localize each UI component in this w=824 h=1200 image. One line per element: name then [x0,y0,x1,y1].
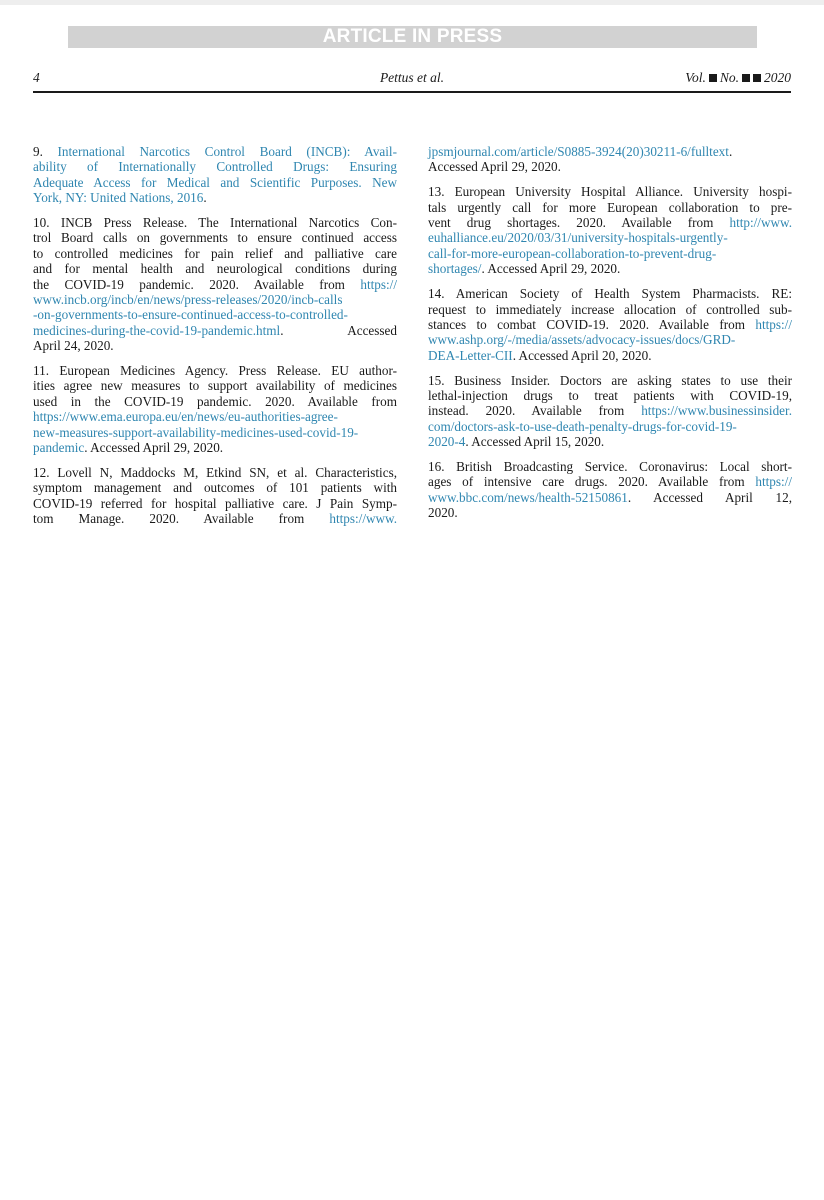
reference-line [428,317,792,332]
reference-line [33,425,397,440]
reference-text: instead. 2020. Available from [428,403,642,419]
reference-text: . Accessed April 12, [627,489,792,505]
page-top-edge [0,0,824,5]
reference-line [428,434,792,449]
reference-link[interactable]: https://www.ema.europa.eu/en/news/eu-authorities-agree- [33,409,338,425]
reference-text: 10. INCB Press Release. The International Narcotics Con- [33,215,397,231]
reference-line [33,323,397,338]
reference-text: the COVID-19 pandemic. 2020. Available from [33,276,361,292]
reference-line [33,338,397,353]
reference-line [33,363,397,378]
reference-line [428,184,792,199]
reference-link[interactable]: com/doctors-ask-to-use-death-penalty-drugs-for-covid-19- [428,418,737,434]
reference-link[interactable]: https:// [360,276,397,292]
reference-line [33,440,397,455]
reference-line [33,496,397,511]
reference-text: . Accessed [280,322,397,338]
reference-line [428,490,792,505]
reference-link[interactable]: https:// [755,474,792,490]
reference-line [428,388,792,403]
reference-line [428,286,792,301]
reference-line [428,215,792,230]
reference-line [428,230,792,245]
reference-link[interactable]: https://www. [329,511,397,527]
reference-line [428,261,792,276]
reference-line [428,332,792,347]
reference-line [33,144,397,159]
reference-text: 12. Lovell N, Maddocks M, Etkind SN, et al. Characteristics, [33,464,397,480]
reference-line [33,394,397,409]
reference-text: trol Board calls on governments to ensure continued access [33,230,397,246]
references-left-column [33,144,397,536]
reference-entry [428,459,792,521]
reference-link[interactable]: new-measures-support-availability-medicines-used-covid-19- [33,424,359,440]
reference-line [428,459,792,474]
reference-entry [428,144,792,175]
reference-line [428,144,792,159]
references-right-column [428,144,792,530]
reference-text: stances to combat COVID-19. 2020. Available from [428,316,756,332]
reference-line [428,403,792,418]
reference-text: 15. Business Insider. Doctors are asking states to use their [428,372,792,388]
reference-line [33,230,397,245]
reference-text: . [728,144,733,159]
reference-text: tom Manage. 2020. Available from [33,511,330,527]
reference-entry [428,286,792,363]
reference-line [33,215,397,230]
reference-text: . Accessed April 20, 2020. [512,347,652,363]
article-in-press-banner: ARTICLE IN PRESS [68,26,757,48]
reference-line [428,474,792,489]
reference-link[interactable]: International Narcotics Control Board (INCB): Avail- [57,144,397,159]
reference-entry [33,363,397,455]
reference-line [33,159,397,174]
reference-line [33,292,397,307]
reference-text: April 24, 2020. [33,338,114,354]
reference-line [33,190,397,205]
reference-text: request to immediately increase allocation of controlled sub- [428,301,792,317]
reference-line [33,511,397,526]
reference-line [33,465,397,480]
running-head [33,69,791,87]
running-head-authors: Pettus et al. [379,70,445,85]
reference-text: used in the COVID-19 pandemic. 2020. Available from [33,393,397,409]
reference-text: lethal-injection drugs to treat patients with COVID-19, [428,387,792,403]
reference-entry [33,465,397,527]
reference-text: . Accessed April 29, 2020. [481,261,621,277]
vol-label: Vol. [685,70,706,85]
reference-entry [428,184,792,276]
reference-text: vent drug shortages. 2020. Available from [428,215,730,231]
reference-link[interactable]: https://www.businessinsider. [641,403,792,419]
reference-text: ities agree new measures to support availability of medicines [33,378,397,394]
reference-link[interactable]: Adequate Access for Medical and Scientific Purposes. New [33,174,397,190]
reference-link[interactable]: -on-governments-to-ensure-continued-access-to-controlled- [33,307,348,323]
reference-text: . Accessed April 29, 2020. [84,440,224,456]
reference-link[interactable]: https:// [755,316,792,332]
reference-link[interactable]: www.ashp.org/-/media/assets/advocacy-issues/docs/GRD- [428,332,736,348]
reference-line [428,373,792,388]
reference-line [33,261,397,276]
reference-line [428,419,792,434]
year: 2020 [764,70,791,85]
reference-link[interactable]: DEA-Letter-CII [428,347,513,363]
reference-link[interactable]: medicines-during-the-covid-19-pandemic.html [33,322,281,338]
reference-link[interactable]: shortages/ [428,261,482,277]
reference-text: 11. European Medicines Agency. Press Release. EU author- [33,363,397,379]
reference-line [33,480,397,495]
page-number: 4 [33,70,40,85]
placeholder-square [709,74,717,82]
reference-text: to controlled medicines for pain relief and palliative care [33,245,397,261]
placeholder-square [742,74,750,82]
reference-line [33,175,397,190]
reference-entry [428,373,792,450]
reference-link[interactable]: 2020-4 [428,434,466,450]
reference-entry [33,144,397,206]
reference-link[interactable]: euhalliance.eu/2020/03/31/university-hospitals-urgently- [428,230,728,246]
reference-text: and for mental health and neurological conditions during [33,261,397,277]
reference-line [33,277,397,292]
reference-link[interactable]: York, NY: United Nations, 2016 [33,190,204,206]
reference-line [428,159,792,174]
reference-link[interactable]: jpsmjournal.com/article/S0885-3924(20)30211-6/fulltext [428,144,729,159]
reference-text: . Accessed April 15, 2020. [465,434,605,450]
running-head-volume [685,69,791,87]
no-label: No. [719,70,739,85]
reference-text: COVID-19 referred for hospital palliative care. J Pain Symp- [33,495,397,511]
reference-link[interactable]: ability of Internationally Controlled Drugs: Ensuring [33,159,397,175]
reference-link[interactable]: http://www. [729,215,792,231]
reference-line [33,378,397,393]
reference-text: 2020. [428,505,458,521]
reference-text: 16. British Broadcasting Service. Coronavirus: Local short- [428,459,792,475]
reference-text: tals urgently call for more European collaboration to pre- [428,199,792,215]
reference-line [33,307,397,322]
reference-line [428,505,792,520]
reference-text: 9. [33,144,58,159]
reference-line [428,200,792,215]
reference-entry [33,215,397,354]
reference-line [428,302,792,317]
reference-line [428,348,792,363]
reference-line [33,409,397,424]
header-rule [33,91,791,93]
reference-text: ages of intensive care drugs. 2020. Available from [428,474,756,490]
reference-text: symptom management and outcomes of 101 patients with [33,480,397,496]
reference-line [33,246,397,261]
reference-link[interactable]: pandemic [33,440,85,456]
reference-link[interactable]: www.bbc.com/news/health-52150861 [428,489,628,505]
reference-link[interactable]: www.incb.org/incb/en/news/press-releases/2020/incb-calls [33,292,343,308]
reference-text: 14. American Society of Health System Pharmacists. RE: [428,286,792,302]
reference-text: Accessed April 29, 2020. [428,159,561,175]
reference-text: . [203,190,207,206]
reference-line [428,246,792,261]
reference-link[interactable]: call-for-more-european-collaboration-to-prevent-drug- [428,245,717,261]
reference-text: 13. European University Hospital Alliance. University hospi- [428,184,792,200]
placeholder-square [753,74,761,82]
